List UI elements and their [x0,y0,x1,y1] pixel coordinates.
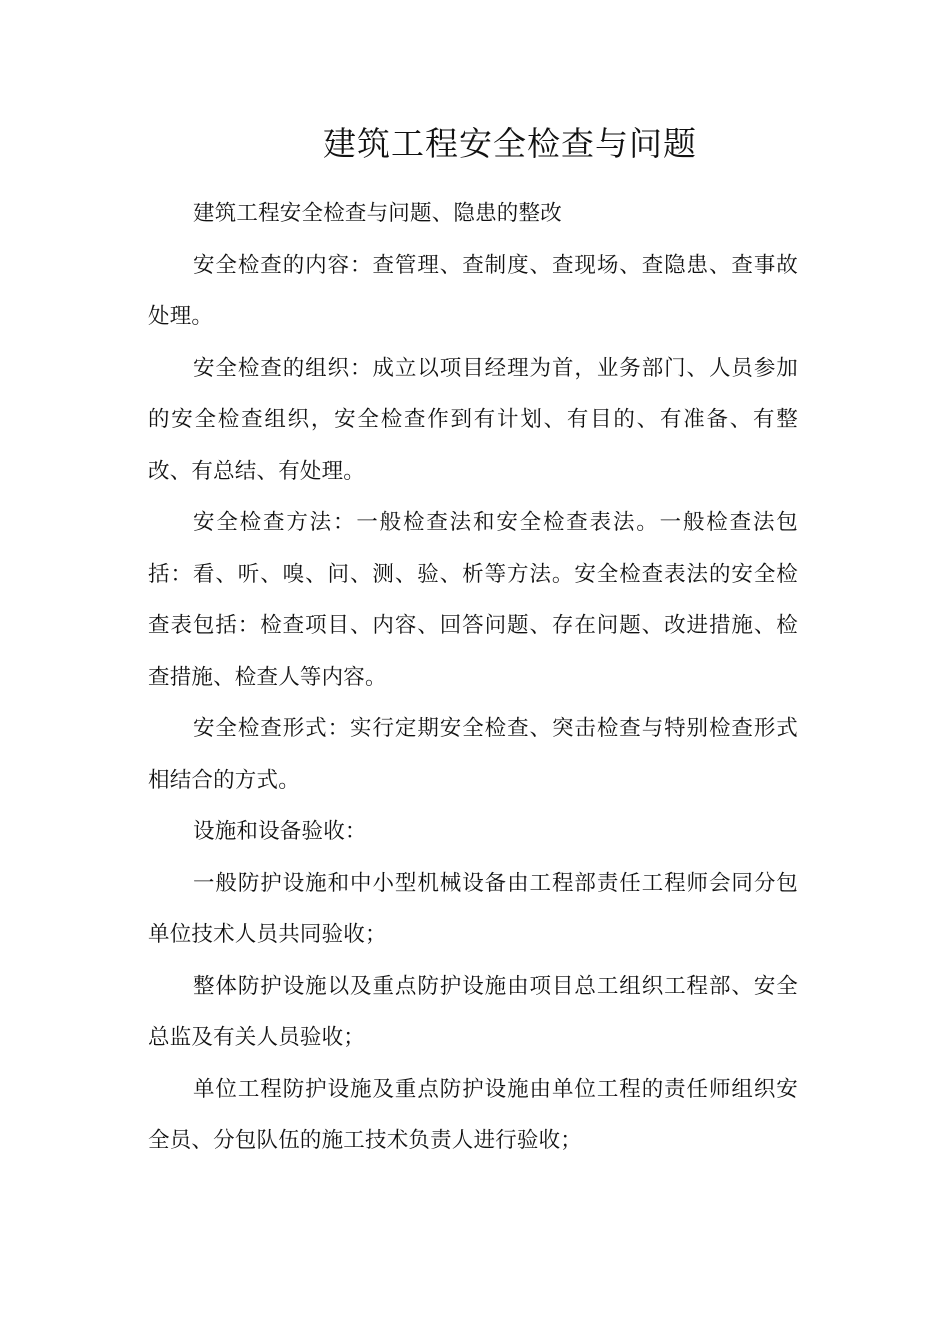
paragraph-inspection-form: 安全检查形式：实行定期安全检查、突击检查与特别检查形式相结合的方式。 [148,716,798,793]
paragraph-intro: 建筑工程安全检查与问题、隐患的整改 [193,201,562,226]
paragraph-overall-protection: 整体防护设施以及重点防护设施由项目总工组织工程部、安全总监及有关人员验收； [148,973,798,1050]
paragraph-unit-protection: 单位工程防护设施及重点防护设施由单位工程的责任师组织安全员、分包队伍的施工技术负责人进行验收； [148,1076,798,1153]
paragraph-inspection-organization: 安全检查的组织：成立以项目经理为首，业务部门、人员参加的安全检查组织，安全检查作到有计划、有目的、有准备、有整改、有总结、有处理。 [148,355,798,484]
document-body [148,188,798,1167]
paragraph-inspection-method: 安全检查方法：一般检查法和安全检查表法。一般检查法包括：看、听、嗅、问、测、验、析等方法。安全检查表法的安全检查表包括：检查项目、内容、回答问题、存在问题、改进措施、检查措施、检查人等内容。 [148,510,798,690]
document-title: 建筑工程安全检查与问题 [323,124,697,163]
paragraph-general-protection: 一般防护设施和中小型机械设备由工程部责任工程师会同分包单位技术人员共同验收； [148,870,798,947]
paragraph-acceptance-heading: 设施和设备验收： [193,819,367,844]
paragraph-inspection-content: 安全检查的内容：查管理、查制度、查现场、查隐患、查事故处理。 [148,252,798,329]
